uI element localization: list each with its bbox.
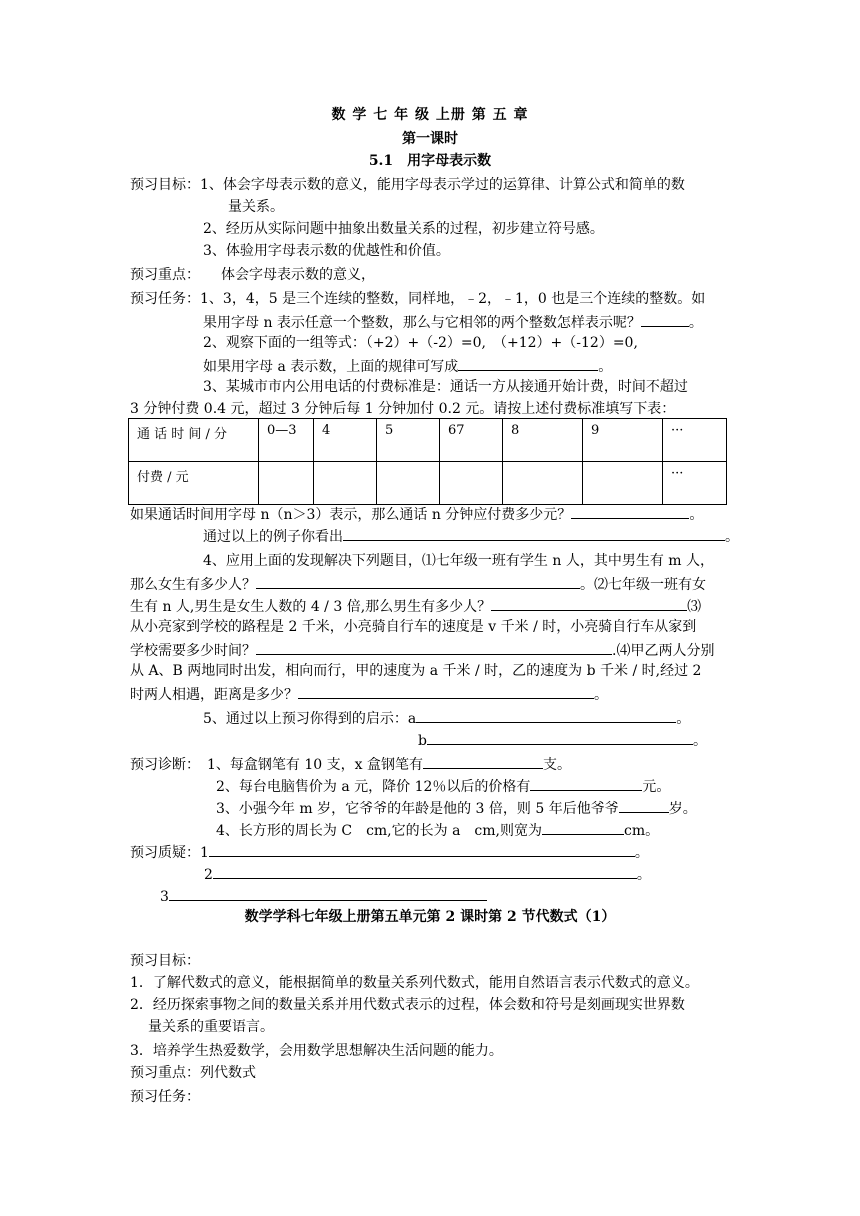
task-4-line2 <box>130 574 706 594</box>
task-4-line7 <box>130 684 608 704</box>
answer-blank[interactable] <box>427 730 693 745</box>
after-table-question: 如果通话时间用字母 n（n＞3）表示，那么通话 n 分钟应付费多少元？ <box>130 507 572 523</box>
period: 。 <box>689 507 704 523</box>
query-3-label: 3 <box>160 889 169 905</box>
query-1 <box>130 842 649 862</box>
section-title: 5.1 用字母表示数 <box>368 153 492 169</box>
lesson2-goal-1: 1．了解代数式的意义，能根据简单的数量关系列代数式，能用自然语言表示代数式的意义。 <box>130 975 699 991</box>
diag-4-text: 4、长方形的周长为 C cm,它的长为 a cm,则宽为 <box>216 823 542 839</box>
diag-3 <box>216 798 697 818</box>
table-cell: 通 话 时 间 / 分 <box>129 419 259 462</box>
diag-3-text: 3、小强今年 m 岁，它爷爷的年龄是他的 3 倍，则 5 年后他爷爷 <box>216 801 619 817</box>
diag-4 <box>216 820 659 840</box>
task-3: 3、某城市市内公用电话的付费标准是：通话一方从接通开始计费，时间不超过 <box>203 379 688 395</box>
task-5 <box>203 708 690 728</box>
table-cell: 9 <box>583 419 663 462</box>
answer-blank[interactable] <box>209 842 635 857</box>
lesson2-goal-3: 3．培养学生热爱数学，会用数学思想解决生活问题的能力。 <box>130 1043 503 1059</box>
answer-blank[interactable] <box>256 640 612 655</box>
lesson-title: 第一课时 <box>402 131 458 147</box>
chapter-title: 数 学 七 年 级 上册 第 五 章 <box>331 107 529 123</box>
query-2 <box>204 864 651 884</box>
table-cell: 5 <box>377 419 440 462</box>
period: 。 <box>692 733 707 749</box>
answer-blank[interactable] <box>213 864 637 879</box>
table-cell[interactable] <box>377 462 440 505</box>
table-cell[interactable] <box>440 462 503 505</box>
goal-1: 预习目标：1、体会字母表示数的意义，能用字母表示学过的运算律、计算公式和简单的数 <box>130 177 685 193</box>
table-cell: 4 <box>314 419 377 462</box>
goal-1-cont: 量关系。 <box>228 199 284 215</box>
period: 。 <box>725 529 739 545</box>
task-1-question: 果用字母 n 表示任意一个整数，那么与它相邻的两个整数怎样表示呢？ <box>203 315 641 331</box>
query-1-label: 预习质疑：1 <box>130 845 209 861</box>
diag-1 <box>130 754 571 774</box>
insight-text: 通过以上的例子你看出 <box>203 529 343 545</box>
task-4-q3: 学校需要多少时间？ <box>130 643 256 659</box>
diag-4-end: cm。 <box>624 823 660 839</box>
task-4: 4、应用上面的发现解决下列题目，⑴七年级一班有学生 n 人，其中男生有 m 人， <box>203 553 714 569</box>
fee-table <box>128 418 727 505</box>
period: 。 <box>598 359 613 375</box>
answer-blank[interactable] <box>619 798 669 813</box>
task-4-q4: 时两人相遇，距离是多少？ <box>130 687 298 703</box>
task-3-cont: 3 分钟付费 0.4 元，超过 3 分钟后每 1 分钟加付 0.2 元。请按上述付费标准填写下表： <box>130 401 676 417</box>
task-5-b: b <box>418 733 427 749</box>
answer-blank[interactable] <box>298 684 594 699</box>
task-4-q2-start: 。⑵七年级一班有女 <box>580 577 706 593</box>
table-cell[interactable] <box>503 462 583 505</box>
task-4-q4-start: .⑷甲乙两人分别 <box>612 643 715 659</box>
task-4-line5 <box>130 640 714 660</box>
task-2: 2、观察下面的一组等式：（+2）+（-2）=0, （+12）+（-12）=0, <box>203 335 638 351</box>
table-cell: 67 <box>440 419 503 462</box>
table-cell: 8 <box>503 419 583 462</box>
answer-blank[interactable] <box>416 708 676 723</box>
answer-blank[interactable] <box>571 504 689 519</box>
table-cell[interactable] <box>314 462 377 505</box>
answer-blank[interactable] <box>641 312 689 327</box>
period: 。 <box>636 867 651 883</box>
answer-blank[interactable] <box>169 886 487 901</box>
answer-blank[interactable] <box>542 820 624 835</box>
table-cell: ··· <box>663 419 727 462</box>
answer-blank[interactable] <box>458 356 598 371</box>
answer-blank[interactable] <box>423 754 543 769</box>
task-4-q2: 生有 n 人,男生是女生人数的 4 / 3 倍,那么男生有多少人？ <box>130 599 492 615</box>
goal-3: 3、体验用字母表示数的优越性和价值。 <box>203 243 450 259</box>
diag-1-text: 预习诊断： 1、每盒钢笔有 10 支，x 盒钢笔有 <box>130 757 423 773</box>
answer-blank[interactable] <box>530 776 642 791</box>
table-row <box>129 419 727 462</box>
diag-1-end: 支。 <box>542 757 571 773</box>
goal-2: 2、经历从实际问题中抽象出数量关系的过程，初步建立符号感。 <box>203 221 604 237</box>
task-1-cont <box>203 312 703 332</box>
lesson2-focus: 预习重点：列代数式 <box>130 1065 256 1081</box>
task-4-q3-start: ⑶ <box>687 599 702 615</box>
diag-2-text: 2、每台电脑售价为 a 元，降价 12％以后的价格有 <box>216 779 531 795</box>
answer-blank[interactable] <box>491 596 687 611</box>
table-cell: 0—3 <box>259 419 314 462</box>
answer-blank[interactable] <box>256 574 580 589</box>
period: 。 <box>634 845 649 861</box>
diag-2-end: 元。 <box>642 779 671 795</box>
insight <box>203 526 739 546</box>
task-4-line6: 从 A、B 两地同时出发，相向而行，甲的速度为 a 千米 / 时，乙的速度为 b 千米 / 时,经过 2 <box>130 663 702 679</box>
task-4-line3 <box>130 596 701 616</box>
task-4-line4: 从小亮家到学校的路程是 2 千米，小亮骑自行车的速度是 v 千米 / 时，小亮骑自行车从家到 <box>130 619 697 635</box>
task-5-b-line <box>418 730 707 750</box>
period: 。 <box>688 315 703 331</box>
lesson2-tasks-label: 预习任务： <box>130 1089 200 1105</box>
lesson2-goal-2: 2．经历探索事物之间的数量关系并用代数式表示的过程，体会数和符号是刻画现实世界数 <box>130 997 685 1013</box>
task-2-cont <box>203 356 612 376</box>
diag-3-end: 岁。 <box>668 801 697 817</box>
task-1: 预习任务：1、3，4，5 是三个连续的整数，同样地，﹣2，﹣1，0 也是三个连续的整数。如 <box>130 291 706 307</box>
period: 。 <box>594 687 608 703</box>
query-3 <box>160 886 487 906</box>
task-4-q1: 那么女生有多少人？ <box>130 577 256 593</box>
table-cell[interactable] <box>259 462 314 505</box>
period: 。 <box>676 711 691 727</box>
table-row <box>129 462 727 505</box>
diag-2 <box>216 776 670 796</box>
after-table <box>130 504 703 524</box>
lesson2-title: 数学学科七年级上册第五单元第 2 课时第 2 节代数式（1） <box>244 909 616 925</box>
table-cell: 付费 / 元 <box>129 462 259 505</box>
focus-1: 预习重点： 体会字母表示数的意义， <box>130 267 375 283</box>
answer-blank[interactable] <box>343 526 725 541</box>
task-2-question: 如果用字母 a 表示数，上面的规律可写成 <box>203 359 459 375</box>
lesson2-goal-2-cont: 量关系的重要语言。 <box>148 1019 274 1035</box>
query-2-label: 2 <box>204 867 213 883</box>
table-cell[interactable] <box>583 462 663 505</box>
task-5-a: 5、通过以上预习你得到的启示：a <box>203 711 417 727</box>
lesson2-goals-label: 预习目标： <box>130 953 200 969</box>
table-cell: ··· <box>663 462 727 505</box>
